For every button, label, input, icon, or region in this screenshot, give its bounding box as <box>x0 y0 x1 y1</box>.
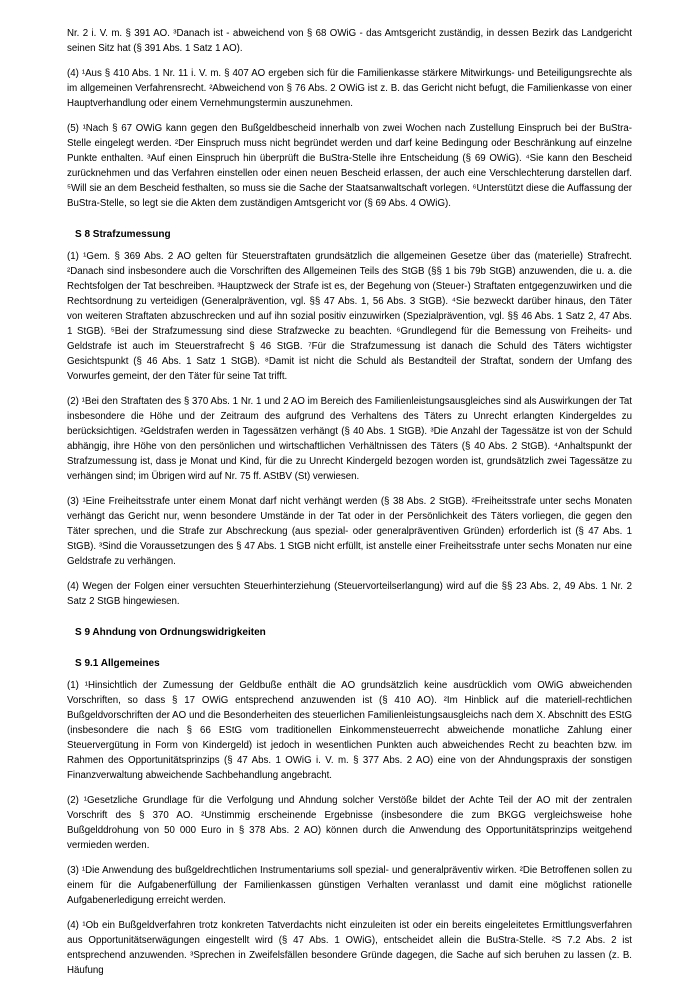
heading-s9-ahndung-ordnungswidrigkeiten: S 9 Ahndung von Ordnungswidrigkeiten <box>75 627 266 638</box>
para-s91-1-zumessung-geldbusse: (1) ¹Hinsichtlich der Zumessung der Geldbuße enthält die AO grundsätzlich keine ausdrücklich vom OWiG abweichenden Vorschriften, so dass § 17 OWiG entsprechend anzuwenden ist (§ 410 AO). ²Im Hinblick auf die materiell-rechtlichen Bußgeldvorschriften der AO und die Besonderheiten des steuerlichen Familienleistungsausgleichs nach dem X. Abschnitt des EStG (insbesondere die nach § 66 EStG vom traditionellen Einkommensteuerrecht abweichende monatliche Zahlung einer Steuervergütung in Form von Kindergeld) ist jedoch in wesentlichen Punkten auch abweichendes Recht zu beachten bzw. im Rahmen des Opportunitätsprinzips (§ 47 Abs. 1 OWiG i. V. m. § 377 Abs. 2 AO) eine von der Ahndungspraxis der sonstigen Finanzverwaltung abweichende Sachbehandlung angebracht. <box>67 680 632 781</box>
para-4-familienkasse-rechte: (4) ¹Aus § 410 Abs. 1 Nr. 11 i. V. m. § 407 AO ergeben sich für die Familienkasse stärkere Mitwirkungs- und Beteiligungsrechte als im allgemeinen Verfahrensrecht. ²Abweichend von § 76 Abs. 2 OWiG ist z. B. das Gericht nicht befugt, die Familienkasse von einer Hauptverhandlung oder einem Vernehmungstermin auszunehmen. <box>67 68 632 109</box>
para-5-einspruch-bussgeldbescheid: (5) ¹Nach § 67 OWiG kann gegen den Bußgeldbescheid innerhalb von zwei Wochen nach Zustellung Einspruch bei der BuStra-Stelle eingelegt werden. ²Der Einspruch muss nicht begründet werden und darf keine Bedingung oder Beschränkung auf einzelne Punkte enthalten. ³Auf einen Einspruch hin überprüft die BuStra-Stelle ihre Entscheidung (§ 69 OWiG). ⁴Sie kann den Bescheid zurücknehmen und das Verfahren einstellen oder einen neuen Bescheid erlassen, der auch eine Verschlechterung darstellen darf. ⁵Will sie an dem Bescheid festhalten, so muss sie die Sache der Staatsanwaltschaft vorlegen. ⁶Unterstützt diese die Auffassung der BuStra-Stelle, so legt sie die Akten dem zuständigen Amtsgericht vor (§ 69 Abs. 4 OWiG). <box>67 123 632 209</box>
para-s8-3-freiheitsstrafe: (3) ¹Eine Freiheitsstrafe unter einem Monat darf nicht verhängt werden (§ 38 Abs. 2 StGB). ²Freiheitsstrafe unter sechs Monaten verhängt das Gericht nur, wenn besondere Umstände in der Tat oder in der Persönlichkeit des Täters vorliegen, die gegen den Täter sprechen, und die Strafe zur Abschreckung (aus spezial- oder generalpräventiven Gründen) erforderlich ist (§ 47 Abs. 1 StGB). ³Sind die Voraussetzungen des § 47 Abs. 1 StGB nicht erfüllt, ist anstelle einer Freiheitsstrafe unter sechs Monaten nur eine Geldstrafe zu verhängen. <box>67 496 632 567</box>
para-s8-2-tagessaetze: (2) ¹Bei den Straftaten des § 370 Abs. 1 Nr. 1 und 2 AO im Bereich des Familienleistungsausgleiches sind als Auswirkungen der Tat insbesondere die Höhe und der Zeitraum des aufgrund des Verhaltens des Täters zu Unrecht erlangten Kindergeldes zu berücksichtigen. ²Geldstrafen werden in Tagessätzen verhängt (§ 40 Abs. 1 StGB). ³Die Anzahl der Tagessätze ist von der Schuld abhängig, ihre Höhe von den persönlichen und wirtschaftlichen Verhältnissen des Täters (§ 40 Abs. 2 StGB). ⁴Anhaltspunkt der Strafzumessung ist, dass je Monat und Kind, für die zu Unrecht Kindergeld bezogen worden ist, grundsätzlich zwei Tagessätze zu verhängen sind; im Übrigen wird auf Nr. 75 ff. AStBV (St) verwiesen. <box>67 396 632 482</box>
heading-s8-strafzumessung: S 8 Strafzumessung <box>75 229 171 240</box>
heading-s9-1-allgemeines: S 9.1 Allgemeines <box>75 658 160 669</box>
para-s91-3-instrumentarium: (3) ¹Die Anwendung des bußgeldrechtlichen Instrumentariums soll spezial- und generalpräventiv wirken. ²Die Betroffenen sollen zu einem für die Aufgabenerfüllung der Familienkassen günstigen Verhalten veranlasst und damit eine möglichst rationelle Aufgabenerledigung erreicht werden. <box>67 865 632 906</box>
para-s8-1-allgemeine-gesetze: (1) ¹Gem. § 369 Abs. 2 AO gelten für Steuerstraftaten grundsätzlich die allgemeinen Gesetze über das (materielle) Strafrecht. ²Danach sind insbesondere auch die Vorschriften des Allgemeinen Teils des StGB (§§ 1 bis 79b StGB) anzuwenden, die u. a. die Rechtsfolgen der Tat beschreiben. ³Hauptzweck der Strafe ist es, der Begehung von (Steuer-) Straftaten entgegenzuwirken und die Rechtsordnung zu verteidigen (Generalprävention, vgl. §§ 47 Abs. 1, 56 Abs. 3 StGB). ⁴Sie bezweckt darüber hinaus, den Täter von weiteren Straftaten abzuschrecken und auf ihn sozial positiv einzuwirken (Spezialprävention, vgl. §§ 46 Abs. 1 Satz 2, 47 Abs. 1 StGB). ⁵Bei der Strafzumessung sind diese Strafzwecke zu beachten. ⁶Grundlegend für die Bemessung von Freiheits- und Geldstrafe ist auch im Steuerstrafrecht § 46 StGB. ⁷Für die Strafzumessung ist danach die Schuld des Täters wichtigster Gesichtspunkt (§ 46 Abs. 1 Satz 1 StGB). ⁸Damit ist nicht die Schuld als Bestandteil der Straftat, sondern der Umfang des Vorwurfes gemeint, der den Täter für seine Tat trifft. <box>67 251 632 382</box>
para-s91-4-opportunitaet: (4) ¹Ob ein Bußgeldverfahren trotz konkreten Tatverdachts nicht einzuleiten ist oder ein bereits eingeleitetes Ermittlungsverfahren aus Opportunitätserwägungen eingestellt wird (§ 47 Abs. 1 OWiG), entscheidet allein die BuStra-Stelle. ²S 7.2 Abs. 2 ist entsprechend anzuwenden. ³Sprechen in Zweifelsfällen besondere Gründe dagegen, die Sache auf sich beruhen zu lassen (z. B. Häufung <box>67 920 632 976</box>
para-s8-4-versuchte-steuerhinterziehung: (4) Wegen der Folgen einer versuchten Steuerhinterziehung (Steuervorteilserlangung) wird auf die §§ 23 Abs. 2, 49 Abs. 1 Nr. 2 Satz 2 StGB hingewiesen. <box>67 581 632 607</box>
para-s91-2-gesetzliche-grundlage: (2) ¹Gesetzliche Grundlage für die Verfolgung und Ahndung solcher Verstöße bildet der Achte Teil der AO mit der zentralen Vorschrift des § 370 AO. ²Unstimmig erscheinende Ergebnisse (insbesondere die zum BKGG vergleichsweise hohe Bußgelddrohung von 50 000 Euro in § 378 Abs. 2 AO) können durch die Anwendung des Opportunitätsprinzips weitgehend vermieden werden. <box>67 795 632 851</box>
para-continuation-391ao: Nr. 2 i. V. m. § 391 AO. ³Danach ist - abweichend von § 68 OWiG - das Amtsgericht zuständig, in dessen Bezirk das Landgericht seinen Sitz hat (§ 391 Abs. 1 Satz 1 AO). <box>67 28 632 54</box>
